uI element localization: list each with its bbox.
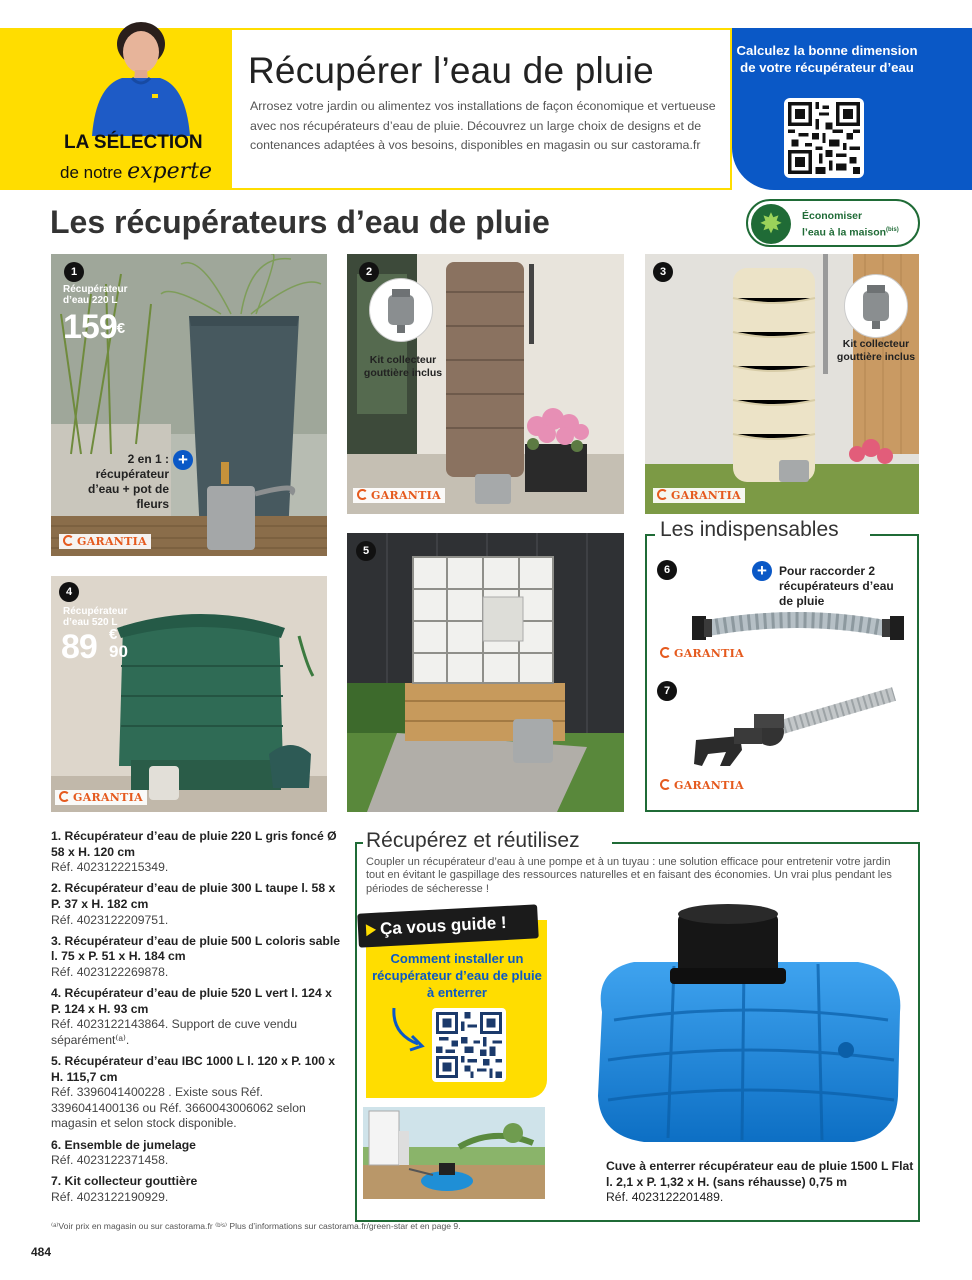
calculator-cta-text: Calculez la bonne dimension de votre récupérateur d’eau [736,43,918,75]
green-star-icon: ✸ [751,204,791,244]
product-number-4: 4 [59,582,79,602]
garantia-logo: GARANTIA [656,646,748,661]
underground-tank-photo [584,900,914,1156]
list-item: 2. Récupérateur d’eau de pluie 300 L taupe l. 58 x P. 37 x H. 182 cm Réf. 4023122209751. [51,881,336,927]
price-label-4: Récupérateur d’eau 520 L [63,606,128,628]
gutter-collector-icon[interactable] [690,686,904,776]
product-number-5: 5 [356,541,376,561]
calculator-cta[interactable] [732,28,972,190]
list-item: 1. Récupérateur d’eau de pluie 220 L gris foncé Ø 58 x H. 120 cm Réf. 4023122215349. [51,829,337,875]
page-title: Récupérer l’eau de pluie [248,50,654,91]
box-border [870,534,919,536]
list-item: 7. Kit collecteur gouttière Réf. 4023122190929. [51,1174,198,1205]
guide-badge: Ça vous guide ! [357,904,539,947]
reuse-description: Coupler un récupérateur d’eau à une pompe et à un tuyau : une solution efficace pour entretenir votre jardin tout en évitant le gaspillage des ressources naturelles et en faisant des économies. Un vrai plus pendant les périodes de sécheresse ! [366,856,892,895]
plus-icon: + [173,450,193,470]
price-label-1: Récupérateur d’eau 220 L [63,284,128,306]
footnote: ⁽ᵃ⁾Voir prix en magasin ou sur castorama.fr ⁽ᵇⁱˢ⁾ Plus d’informations sur castorama.fr/green-star et en page 9. [51,1221,461,1231]
price-4-cents: 90 [109,642,128,661]
price-1: 159€ [63,308,125,346]
reuse-title: Récupérez et réutilisez [366,829,580,852]
intro-description: Arrosez votre jardin ou alimentez vos installations de façon économique et vertueuse avec nos récupérateurs d’eau de pluie. Découvrez un large choix de designs et de contenances adaptées à vos besoins, disponibles en magasin ou sur castorama.fr [250,99,716,152]
box-border [612,842,920,844]
expert-portrait [82,14,200,136]
product-list [51,829,341,1211]
product-tile-5[interactable] [347,533,624,812]
garantia-logo: GARANTIA [653,488,745,503]
kit-text-3: Kit collecteur gouttière inclus [836,338,916,363]
product-tile-2[interactable] [347,254,624,514]
list-item: 3. Récupérateur d’eau de pluie 500 L coloris sable l. 75 x P. 51 x H. 184 cm Réf. 4023122269878. [51,933,341,979]
garantia-logo: GARANTIA [59,534,151,549]
play-icon [366,924,377,937]
collector-kit-icon [369,278,433,342]
plus-icon: + [752,561,772,581]
product-tile-1[interactable] [51,254,327,556]
collector-kit-icon [844,274,908,338]
eco-badge-text: Économiser l’eau à la maison$^{(bis)}$ [802,210,899,239]
product-number-1: 1 [64,262,84,282]
list-item: 6. Ensemble de jumelage Réf. 4023122371458. [51,1137,196,1168]
selection-subtitle: de notre experte [60,159,213,184]
page-number: 484 [31,1245,52,1259]
installation-diagram [363,1107,545,1199]
eco-badge [746,199,920,247]
tank-product [606,1159,918,1206]
arrow-icon [388,1004,432,1054]
product-tile-3[interactable] [645,254,919,514]
section-title: Les récupérateurs d’eau de pluie [50,204,550,240]
product-tile-4[interactable] [51,576,327,812]
price-4-currency: € [109,626,118,643]
product-number-7: 7 [657,681,677,701]
page-header [0,28,972,190]
garantia-logo: GARANTIA [656,778,748,793]
guide-link-text[interactable]: Comment installer un récupérateur d’eau de pluie à enterrer [372,951,542,1000]
product-number-2: 2 [359,262,379,282]
expert-panel [0,28,232,190]
list-item: 5. Récupérateur d’eau IBC 1000 L l. 120 x P. 100 x H. 115,7 cm Réf. 3396041400228 . Existe sous Réf. 3396041400136 ou Réf. 3660043006062 selon magasin et selon stock disponible. [51,1054,336,1131]
garantia-logo: GARANTIA [353,488,445,503]
intro-box [232,28,732,190]
qr-code-icon[interactable] [784,98,864,178]
tank-product-name: Cuve à enterrer récupérateur eau de pluie 1500 L Flat l. 2,1 x P. 1,32 x H. (sans réhausse) 0,75 m [606,1159,914,1189]
indispensables-title: Les indispensables [660,518,839,541]
accessory-note-6: Pour raccorder 2 récupérateurs d’eau de pluie [779,564,894,608]
selection-script: experte [127,159,213,184]
box-border [355,842,363,844]
list-item: 4. Récupérateur d’eau de pluie 520 L vert l. 124 x P. 124 x H. 93 cm Réf. 4023122143864. Support de cuve vendu séparément⁽ᵃ⁾. [51,986,332,1047]
garantia-logo: GARANTIA [55,790,147,805]
kit-text-2: Kit collecteur gouttière inclus [363,354,443,379]
tank-product-ref: Réf. 4023122201489. [606,1190,724,1205]
product-number-3: 3 [653,262,673,282]
selection-title: LA SÉLECTION [64,132,203,153]
qr-code-icon[interactable] [432,1008,506,1082]
product-number-6: 6 [657,560,677,580]
product-photo-5 [347,533,624,812]
box-border [645,534,655,536]
price-4: 89 [61,628,97,666]
feature-text-1: 2 en 1 : récupérateur d’eau + pot de fleurs [87,452,169,511]
